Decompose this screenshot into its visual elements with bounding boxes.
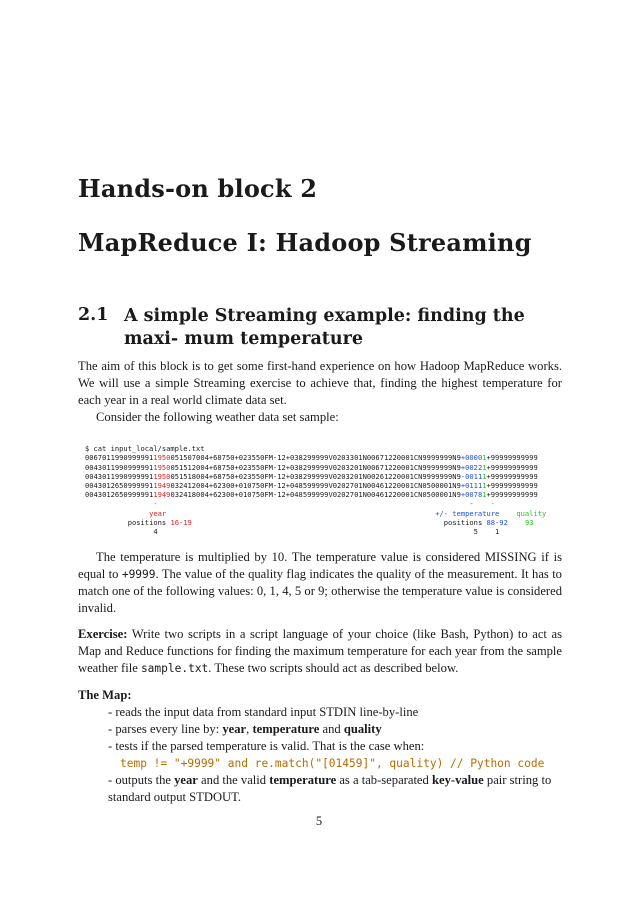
exercise-label: Exercise: [78, 627, 128, 641]
temp-marker: - [469, 499, 474, 509]
missing-value-code: +9999 [121, 568, 156, 581]
temp-positions: 88-92 [486, 517, 508, 527]
validity-code: temp != "+9999" and re.match("[01459]", quality) // Python code [120, 757, 545, 770]
list-item: - outputs the year and the valid temperature as a tab-separated key-value pair string to standard output STDOUT. [108, 773, 552, 804]
list-item: - parses every line by: year, temperature and quality [108, 722, 382, 736]
sample-file-name: sample.txt [140, 662, 209, 675]
year-label: year [149, 508, 167, 518]
year-positions: 16-19 [170, 517, 192, 527]
section-number: 2.1 [78, 305, 109, 325]
year-positions-prefix: positions [127, 517, 171, 527]
list-item: - reads the input data from standard input STDIN line-by-line [108, 705, 419, 719]
code-line: 00430126509999911949032412004+62300+010750FM-12+048599999V0202701N00461220001CN0500001N9+01111+99999999999 [85, 481, 538, 491]
explain-paragraph: The temperature is multiplied by 10. The temperature value is considered MISSING if is equal to +9999. The value of the quality flag indicates the quality of the measurement. It has to match one of the following values: 0, 1, 4, 5 or 9; otherwise the temperature value is considered invalid. [78, 550, 562, 615]
section-title: A simple Streaming example: finding the maxi- mum temperature [124, 306, 525, 349]
quality-positions: 93 [524, 517, 534, 527]
chapter-title: MapReduce I: Hadoop Streaming [78, 228, 532, 257]
list-item: - tests if the parsed temperature is valid. That is the case when: [108, 739, 425, 753]
quality-label: quality [516, 508, 547, 518]
page-number: 5 [315, 814, 323, 828]
year-marker: - [153, 499, 158, 509]
code-sample [85, 435, 546, 536]
code-line: 00430126509999911949032418004+62300+010750FM-12+048599999V0202701N00461220001CN0500001N9+00781+99999999999 [85, 490, 538, 500]
quality-length: 1 [495, 527, 500, 537]
quality-marker: - [490, 499, 496, 509]
temp-label: +/- temperature [435, 508, 500, 518]
temp-length: 5 [473, 527, 478, 537]
code-line: 00430119909999911950051518004+68750+023550FM-12+038299999V0203201N00261220001CN9999999N9-00111+99999999999 [85, 471, 538, 481]
map-description [108, 704, 564, 806]
temp-positions-prefix: positions [443, 517, 487, 527]
intro-paragraph-2: Consider the following weather data set sample: [96, 410, 339, 424]
exercise-paragraph: Exercise: Write two scripts in a script language of your choice (like Bash, Python) to act as Map and Reduce functions for finding the maximum temperature for each year from the sample weather file sample.txt. These two scripts should act as described below. [78, 627, 562, 675]
code-line: 00670119909999911950051507004+68750+023550FM-12+038299999V0203301N00671220001CN9999999N9+00001+99999999999 [85, 453, 538, 463]
code-command: $ cat input_local/sample.txt [85, 444, 205, 454]
map-heading: The Map: [78, 688, 132, 702]
intro-paragraph: The aim of this block is to get some first-hand experience on how Hadoop MapReduce works. We will use a simple Streaming exercise to achieve that, finding the highest temperature for each year in a real world climate data set. [78, 359, 562, 407]
chapter-label: Hands-on block 2 [78, 174, 318, 203]
code-line: 00430119909999911950051512004+68750+023550FM-12+038299999V0203201N00671220001CN9999999N9+00221+99999999999 [85, 462, 538, 472]
year-length: 4 [153, 527, 158, 537]
